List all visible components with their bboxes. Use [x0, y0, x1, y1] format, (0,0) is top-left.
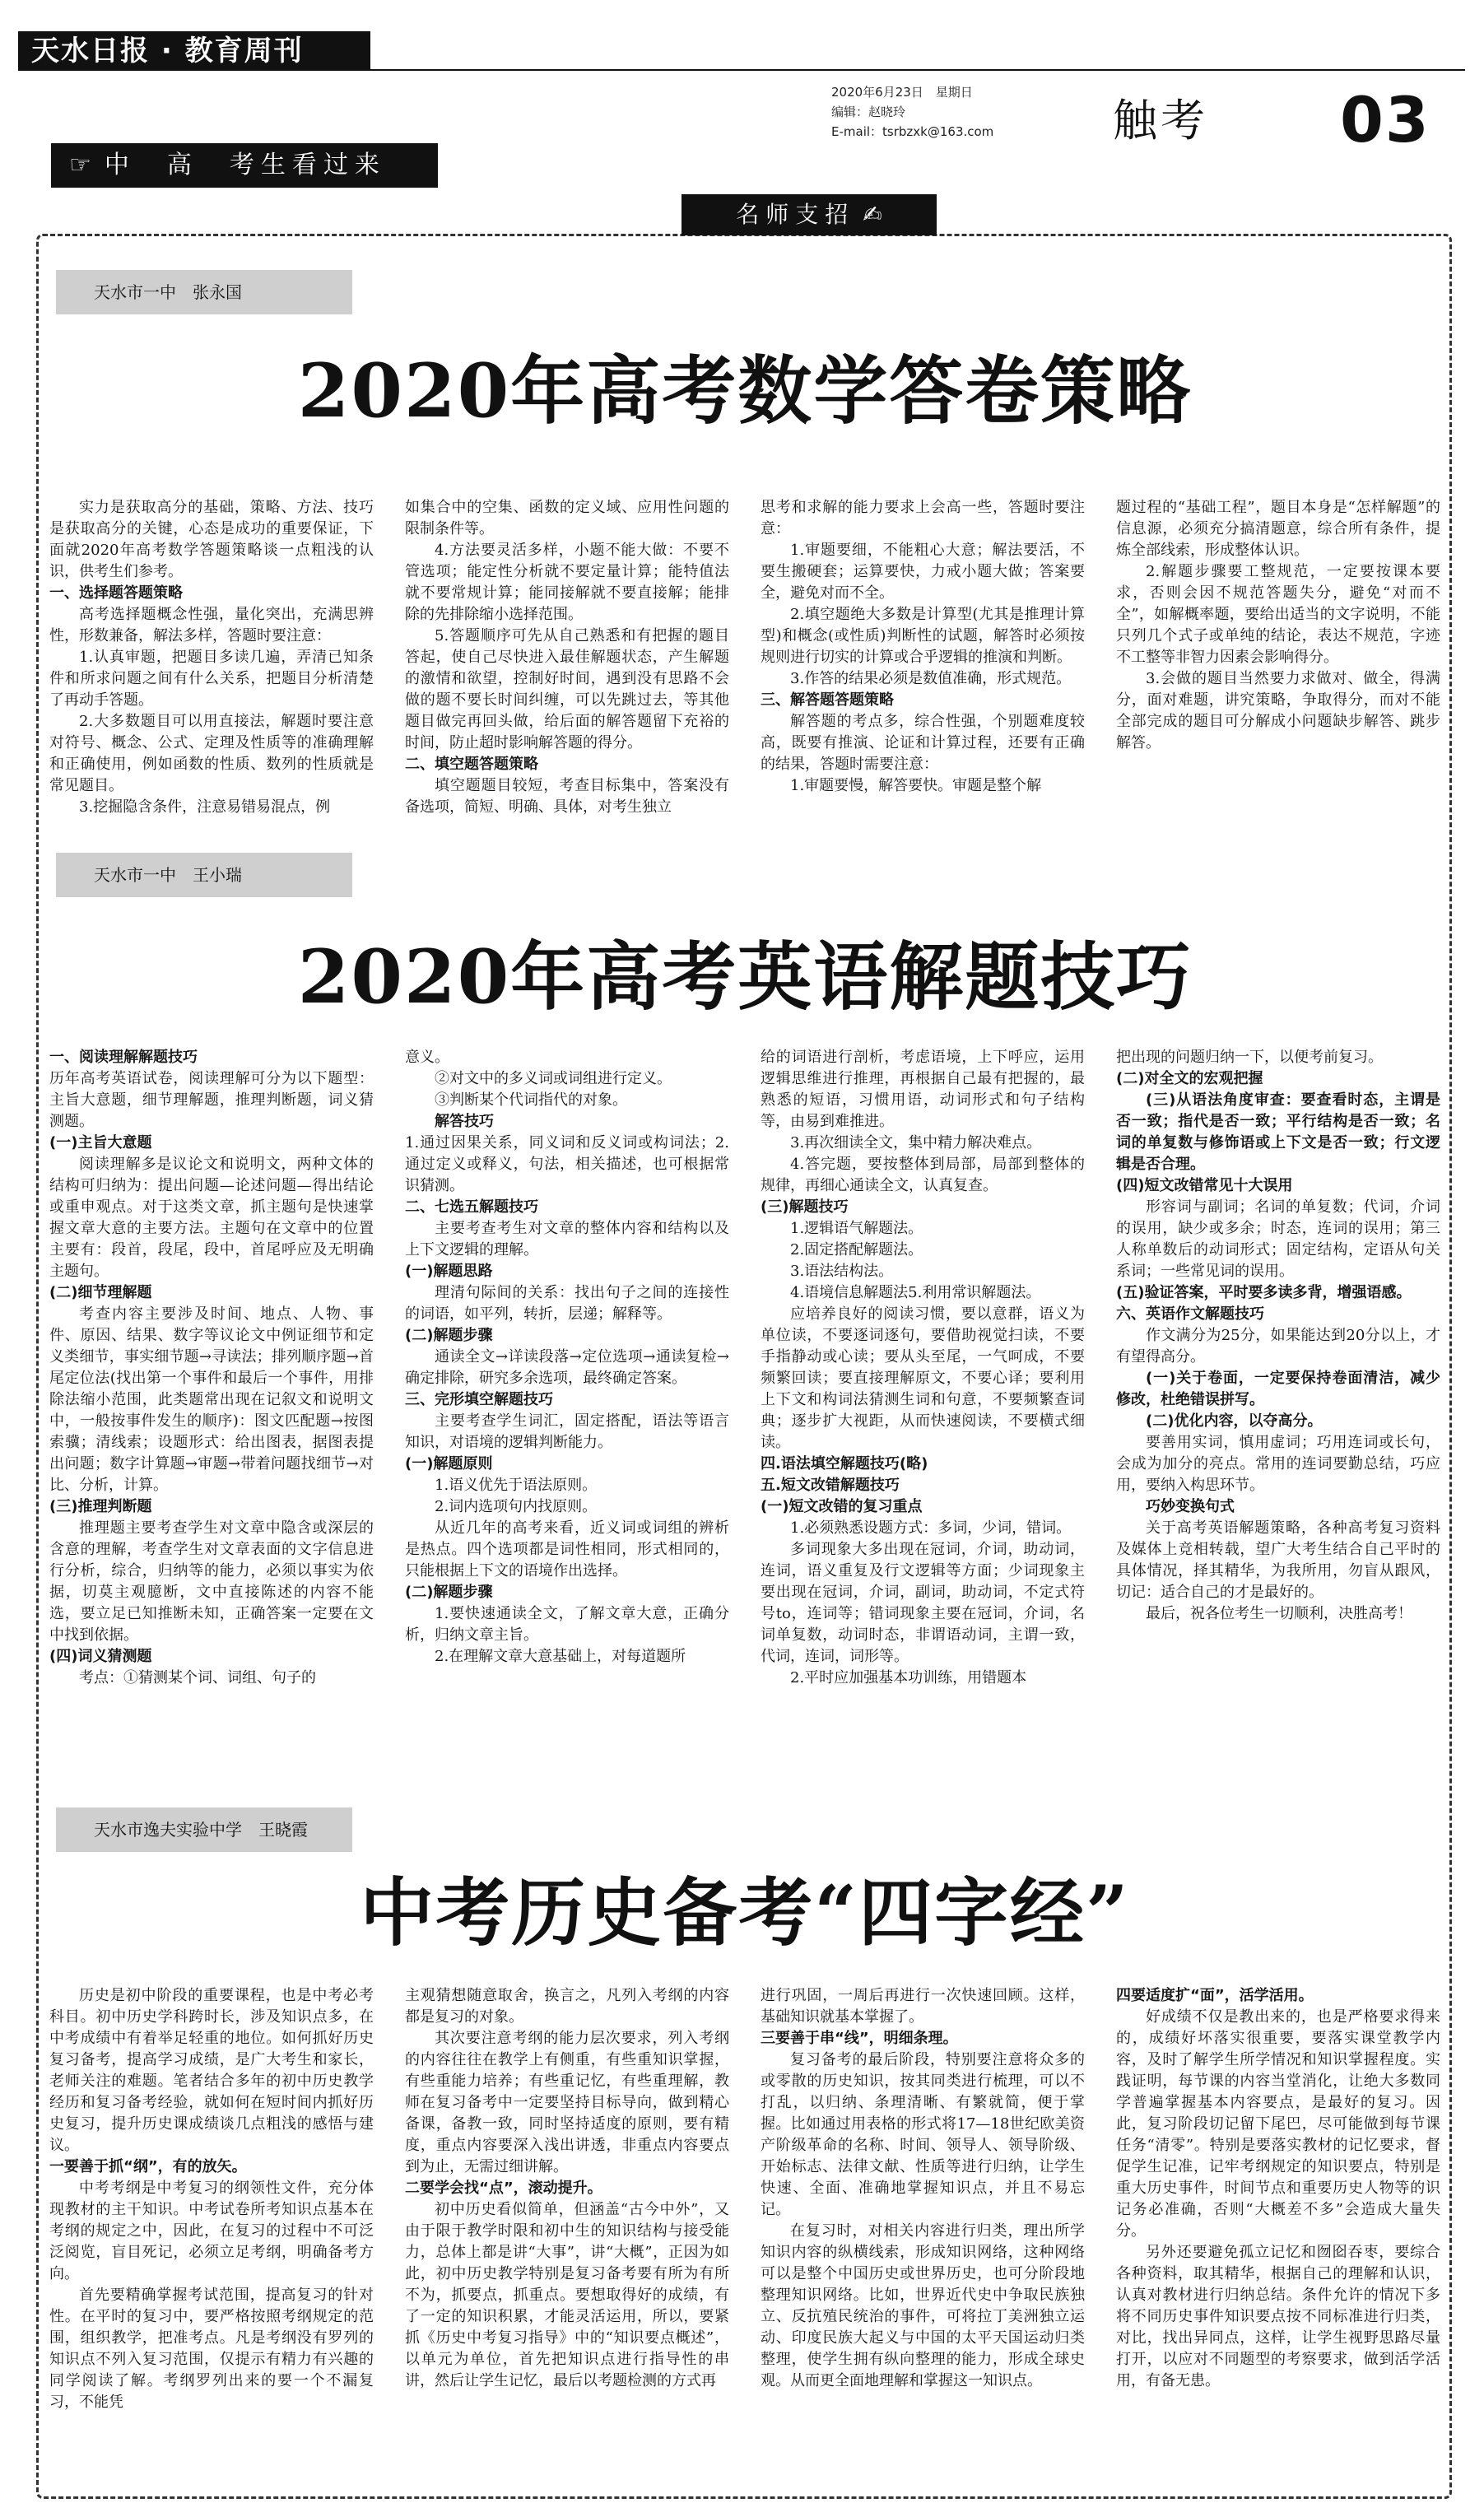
paragraph: 2.平时应加强基本功训练，用错题本 — [790, 1669, 1027, 1687]
section-heading: 一、选择题答题策略 — [49, 584, 183, 602]
section-heading: 五.短文改错解题技巧 — [761, 1477, 900, 1494]
page-number: 03 — [1340, 83, 1431, 156]
section-heading: 二、七选五解题技巧 — [405, 1198, 538, 1216]
article-column — [761, 1047, 1085, 1748]
paragraph: 把出现的问题归纳一下，以便考前复习。 — [1116, 1049, 1383, 1066]
article-column — [1116, 1985, 1440, 2479]
article-byline: 天水市逸夫实验中学 王晓霞 — [56, 1807, 352, 1852]
section-heading: (一)主旨大意题 — [49, 1134, 152, 1151]
article-column — [49, 497, 374, 868]
column-tab-label: 名师支招 — [736, 201, 855, 228]
pointing-hand-icon: ☞ — [69, 151, 91, 179]
section-heading: (二)解题步骤 — [405, 1584, 493, 1601]
article-column — [405, 1047, 729, 1748]
section-heading: (二)对全文的宏观把握 — [1116, 1070, 1263, 1087]
issue-meta — [831, 82, 1078, 142]
paragraph: 意义。 — [405, 1049, 449, 1066]
paragraph: 巧妙变换句式 — [1146, 1498, 1235, 1515]
article-byline: 天水市一中 张永国 — [56, 270, 352, 314]
paragraph: 1.审题要细，不能粗心大意；解法要活，不要生搬硬套；运算要快，力戒小题大做；答案要全，避免对而不全。 — [761, 542, 1085, 602]
paragraph: 首先要精确掌握考试范围，提高复习的针对性。在平时的复习中，要严格按照考纲规定的范围，组织教学，把准考点。凡是考纲没有罗列的知识点不列入复习范围，仅提示有精力有兴趣的同学阅读了解。考纲罗列出来的要一个不漏复习，不能凭 — [49, 2287, 374, 2411]
article-column — [1116, 497, 1440, 868]
section-heading: (三)解题技巧 — [761, 1198, 849, 1216]
paragraph: 1.通过因果关系，同义词和反义词或构词法；2.通过定义或释义，句法，相关描述，也可根据常识猜测。 — [405, 1134, 729, 1194]
paragraph: 多词现象大多出现在冠词，介词，助动词，连词，语义重复及行文逻辑等方面；少词现象主要出现在冠词，介词，副词，助动词，不定式符号to，连词等；错词现象主要在冠词，介词，名词单复数，动词时态，非谓语动词，主谓一致，代词，连词，词形等。 — [761, 1541, 1085, 1665]
paragraph: 1.要快速通读全文，了解文章大意，正确分析，归纳文章主旨。 — [405, 1605, 729, 1644]
paragraph: 最后，祝各位考生一切顺利，决胜高考！ — [1146, 1605, 1412, 1622]
paragraph: 考点：①猜测某个词、词组、句子的 — [79, 1669, 316, 1687]
section-heading: 二要学会找“点”，滚动提升。 — [405, 2180, 602, 2197]
article-byline: 天水市一中 王小瑞 — [56, 853, 352, 897]
section-heading: (一)解题原则 — [405, 1455, 493, 1473]
paragraph: 3.会做的题目当然要力求做对、做全，得满分，面对难题，讲究策略，争取得分，而对不能全部完成的题目可分解成小问题缺步解答、跳步解答。 — [1116, 670, 1440, 751]
paragraph: 解答技巧 — [435, 1113, 494, 1130]
paragraph: (三)从语法角度审查：要查看时态，主谓是否一致；指代是否一致；平行结构是否一致；名词的单复数与修饰语或上下文是否一致；行文逻辑是否合理。 — [1116, 1091, 1440, 1173]
paragraph: 形容词与副词；名词的单复数；代词，介词的误用，缺少或多余；时态，连词的误用；第三人称单数后的动词形式；固定结构，定语从句关系词；一些常见词的误用。 — [1116, 1198, 1440, 1280]
article-body — [49, 497, 1440, 868]
article-body — [49, 1985, 1440, 2479]
paragraph: 高考选择题概念性强，量化突出，充满思辨性，形数兼备，解法多样，答题时要注意： — [49, 606, 374, 644]
paragraph: 如集合中的空集、函数的定义域、应用性问题的限制条件等。 — [405, 499, 729, 537]
paragraph: 复习备考的最后阶段，特别要注意将众多的或零散的历史知识，按其同类进行梳理，可以不打乱，以归纳、条理清晰、有繁就简，便于掌握。比如通过用表格的形式将17—18世纪欧美资产阶级革命的名称、时间、领导人、领导阶级、开始标志、法律文献、性质等进行归纳，让学生快速、全面、准确地掌握知识点，并且不易忘记。 — [761, 2051, 1085, 2218]
issue-editor: 编辑：赵晓玲 — [831, 105, 906, 119]
article-column — [405, 1985, 729, 2479]
paragraph: 2.大多数题目可以用直接法，解题时要注意对符号、概念、公式、定理及性质等的准确理解和正确使用，例如函数的性质、数列的性质就是常见题目。 — [49, 713, 374, 794]
paper-name: 天水日报 · 教育周刊 — [18, 31, 370, 71]
paragraph: 1.语义优先于语法原则。 — [435, 1477, 598, 1494]
paragraph: 2.在理解文章大意基础上，对每道题所 — [435, 1648, 686, 1665]
paragraph: 实力是获取高分的基础，策略、方法、技巧是获取高分的关键，心态是成功的重要保证，下面就2020年高考数学答题策略谈一点粗浅的认识，供考生们参考。 — [49, 499, 374, 580]
paragraph: 在复习时，对相关内容进行归类，理出所学知识内容的纵横线索，形成知识网络，这种网络可以是整个中国历史或世界历史，也可分阶段地整理知识网络。比如，世界近代史中争取民族独立、反抗殖民统治的事件，可将拉丁美洲独立运动、印度民族大起义与中国的太平天国运动归类整理，使学生拥有纵向整理的能力，形成全球史观。从而更全面地理解和掌握这一知识点。 — [761, 2222, 1085, 2389]
section-heading: (三)推理判断题 — [49, 1498, 152, 1515]
paragraph: 历史是初中阶段的重要课程，也是中考必考科目。初中历史学科跨时长，涉及知识点多，在中考成绩中有着举足轻重的地位。如何抓好历史复习备考，提高学习成绩，是广大考生和家长，老师关注的难题。笔者结合多年的初中历史教学经历和复习备考经验，就如何在短时间内抓好历史复习，提升历史课成绩谈几点粗浅的感悟与建议。 — [49, 1987, 374, 2154]
masthead-rule — [370, 69, 1465, 71]
section-heading: (二)解题步骤 — [405, 1327, 493, 1344]
paragraph: 作文满分为25分，如果能达到20分以上，才有望得高分。 — [1116, 1327, 1440, 1366]
section-heading: (四)词义猜测题 — [49, 1648, 152, 1665]
paragraph: 5.答题顺序可先从自己熟悉和有把握的题目答起，使自己尽快进入最佳解题状态，产生解题的激情和欲望，控制好时间，遇到没有思路不会做的题不要长时间纠缠，可以先跳过去，等其他题目做完再回头做，给后面的解答题留下充裕的时间，防止超时影响解答题的得分。 — [405, 627, 729, 751]
paragraph: 题过程的“基础工程”，题目本身是“怎样解题”的信息源，必须充分搞清题意，综合所有条件，提炼全部线索，形成整体认识。 — [1116, 499, 1440, 559]
paragraph: 思考和求解的能力要求上会高一些，答题时要注意： — [761, 499, 1085, 537]
paragraph: 1.认真审题，把题目多读几遍，弄清已知条件和所求问题之间有什么关系，把题目分析清楚了再动手答题。 — [49, 649, 374, 709]
section-heading: (一)解题思路 — [405, 1263, 493, 1280]
section-heading: 三、解答题答题策略 — [761, 691, 894, 709]
paragraph: 1.审题要慢，解答要快。审题是整个解 — [790, 777, 1042, 794]
section-heading: 一要善于抓“纲”，有的放矢。 — [49, 2158, 247, 2175]
paragraph: 3.挖掘隐含条件，注意易错易混点，例 — [79, 798, 331, 816]
section-heading: (一)短文改错的复习重点 — [761, 1498, 923, 1515]
section-heading: 六、英语作文解题技巧 — [1116, 1305, 1264, 1323]
article-history — [49, 1807, 1440, 2491]
paragraph: 3.再次细读全文，集中精力解决难点。 — [790, 1134, 1042, 1151]
paragraph: 阅读理解多是议论文和说明文，两种文体的结构可归纳为：提出问题—论述问题—得出结论或重申观点。对于这类文章，抓主题句是快速掌握文章大意的主要方法。主题句在文章中的位置主要有：段首，段尾，段中，首尾呼应及无明确主题句。 — [49, 1156, 374, 1280]
article-column — [761, 497, 1085, 868]
article-column — [405, 497, 729, 868]
paragraph: ③判断某个代词指代的对象。 — [435, 1091, 627, 1109]
paragraph: 2.解题步骤要工整规范，一定要按课本要求，否则会因不规范答题失分，避免“对而不全”，如解概率题，要给出适当的文字说明，不能只列几个式子或单纯的结论，表达不规范，字迹不工整等非智力因素会影响得分。 — [1116, 563, 1440, 666]
section-heading: (五)验证答案，平时要多读多背，增强语感。 — [1116, 1284, 1412, 1301]
article-headline: 2020年高考英语解题技巧 — [297, 933, 1193, 1021]
article-headline: 2020年高考数学答卷策略 — [297, 347, 1193, 435]
article-math — [49, 270, 1440, 871]
paragraph: 理清句际间的关系：找出句子之间的连接性的词语，如平列，转折，层递；解释等。 — [405, 1284, 729, 1323]
hand-icon: ✍ — [863, 201, 882, 228]
paragraph: 从近几年的高考来看，近义词或词组的辨析是热点。四个选项都是词性相同，形式相同的，只能根据上下文的语境作出选择。 — [405, 1519, 729, 1580]
paragraph: 通读全文→详读段落→定位选项→通读复检→确定排除，研究多余选项，最终确定答案。 — [405, 1348, 729, 1387]
issue-date: 2020年6月23日 星期日 — [831, 85, 973, 100]
paragraph: 2.填空题绝大多数是计算型(尤其是推理计算型)和概念(或性质)判断性的试题，解答时必须按规则进行切实的计算或合乎逻辑的推演和判断。 — [761, 606, 1085, 666]
paragraph: 进行巩固，一周后再进行一次快速回顾。这样，基础知识就基本掌握了。 — [761, 1987, 1085, 2026]
paragraph: (一)关于卷面，一定要保持卷面清洁，减少修改，杜绝错误拼写。 — [1116, 1370, 1440, 1408]
paragraph: 中考考纲是中考复习的纲领性文件，充分体现教材的主干知识。中考试卷所考知识点基本在考纲的规定之中，因此，在复习的过程中不可泛泛阅览，盲目死记，必须立足考纲，明确备考方向。 — [49, 2180, 374, 2282]
paragraph: 好成绩不仅是教出来的，也是严格要求得来的，成绩好坏落实很重要，要落实课堂教学内容，及时了解学生所学情况和知识掌握程度。实践证明，每节课的内容当堂消化，让绝大多数同学普遍掌握基本内容要点，是最好的复习。因此，复习阶段切记留下尾巴，尽可能做到每节课任务“清零”。特别是要落实教材的记忆要求，督促学生记准，记牢考纲规定的知识要点，特别是重大历史事件，时间节点和重要历史人物等的识记务必准确，否则“大概差不多”会造成大量失分。 — [1116, 2008, 1440, 2240]
paragraph: 3.作答的结果必须是数值准确，形式规范。 — [790, 670, 1072, 687]
article-body — [49, 1047, 1440, 1748]
paragraph: 历年高考英语试卷，阅读理解可分为以下题型：主旨大意题，细节理解题，推理判断题，词义猜测题。 — [49, 1070, 374, 1130]
paragraph: 其次要注意考纲的能力层次要求，列入考纲的内容往往在教学上有侧重，有些重知识掌握，有些重能力培养；有些重记忆，有些重理解，教师在复习备考中一定要坚持目标导向，做到精心备课，备教一致，同时坚持适度的原则，要有精度，重点内容要深入浅出讲透，非重点内容要点到为止，无需过细讲解。 — [405, 2030, 729, 2175]
section-heading: 一、阅读理解解题技巧 — [49, 1049, 198, 1066]
issue-email: E-mail：tsrbzxk@163.com — [831, 124, 994, 139]
paragraph: 填空题题目较短，考查目标集中，答案没有备选项，简短、明确、具体，对考生独立 — [405, 777, 729, 816]
article-column — [49, 1985, 374, 2479]
paragraph: 主要考查考生对文章的整体内容和结构以及上下文逻辑的理解。 — [405, 1220, 729, 1258]
paragraph: ②对文中的多义词或词组进行定义。 — [435, 1070, 672, 1087]
article-english — [49, 853, 1440, 1758]
paragraph: 1.必须熟悉设题方式：多词，少词，错词。 — [790, 1519, 1072, 1537]
paragraph: 考查内容主要涉及时间、地点、人物、事件、原因、结果、数字等议论文中例证细节和定义类细节，事实细节题→寻读法；排列顺序题→首尾定位法(找出第一个事件和最后一个事件，用排除法缩小范围，此类题常出现在记叙文和说明文中，一般按事件发生的顺序)：图文匹配题→按图索骥；清线索；设题形式：给出图表，据图表提出问题；数字计算题→审题→带着问题找细节→对比、分析，计算。 — [49, 1305, 374, 1494]
section-heading: 三要善于串“线”，明细条理。 — [761, 2030, 958, 2047]
paragraph: 解答题的考点多，综合性强，个别题难度较高，既要有推演、论证和计算过程，还要有正确的结果，答题时需要注意： — [761, 713, 1085, 773]
slogan-banner — [51, 143, 438, 188]
paragraph: 1.逻辑语气解题法。 — [790, 1220, 923, 1237]
section-heading: 四.语法填空解题技巧(略) — [761, 1455, 928, 1473]
paragraph: 2.词内选项句内找原则。 — [435, 1498, 598, 1515]
paragraph: 主观猜想随意取舍，换言之，凡列入考纲的内容都是复习的对象。 — [405, 1987, 729, 2026]
paragraph: (二)优化内容，以夺高分。 — [1146, 1412, 1323, 1430]
paragraph: 主要考查学生词汇，固定搭配，语法等语言知识，对语境的逻辑判断能力。 — [405, 1412, 729, 1451]
paragraph: 4.语境信息解题法5.利用常识解题法。 — [790, 1284, 1041, 1301]
paragraph: 推理题主要考查学生对文章中隐含或深层的含意的理解，考查学生对文章表面的文字信息进行分析，综合，归纳等的能力，必须以事实为依据，切莫主观臆断，文中直接陈述的内容不能选，要立足已知推断未知，正确答案一定要在文中找到依据。 — [49, 1519, 374, 1644]
masthead — [0, 0, 1484, 165]
paragraph: 4.答完题，要按整体到局部，局部到整体的规律，再细心通读全文，认真复查。 — [761, 1156, 1085, 1194]
section-name: 触考 — [1113, 95, 1208, 147]
section-heading: (四)短文改错常见十大误用 — [1116, 1177, 1293, 1194]
section-heading: 四要适度扩“面”，活学活用。 — [1116, 1987, 1314, 2004]
paragraph: 关于高考英语解题策略，各种高考复习资料及媒体上竞相转载，望广大考生结合自己平时的具体情况，择其精华，为我所用，勿盲从跟风，切记：适合自己的才是最好的。 — [1116, 1519, 1440, 1601]
paragraph: 3.语法结构法。 — [790, 1263, 894, 1280]
paragraph: 另外还要避免孤立记忆和囫囵吞枣，要综合各种资料，取其精华，根据自己的理解和认识，认真对教材进行归纳总结。条件允许的情况下多将不同历史事件知识要点按不同标准进行归类，对比，找出异同点，这样，让学生视野思路尽量打开，以应对不同题型的考察要求，做到活学活用，有备无患。 — [1116, 2244, 1440, 2389]
paragraph: 要善用实词，慎用虚词；巧用连词或长句，会成为加分的亮点。常用的连词要勤总结，巧应用，要纳入构思环节。 — [1116, 1434, 1440, 1494]
paragraph: 给的词语进行剖析，考虑语境，上下呼应，运用逻辑思维进行推理，再根据自己最有把握的，最熟悉的短语，习惯用语，动词形式和句子结构等，由易到难推进。 — [761, 1049, 1085, 1130]
article-column — [1116, 1047, 1440, 1748]
paragraph: 4.方法要灵活多样，小题不能大做：不要不管选项；能定性分析就不要定量计算；能特值法就不要常规计算；能同接解就不要直接解；能排除的先排除缩小选择范围。 — [405, 542, 729, 623]
article-column — [761, 1985, 1085, 2479]
section-heading: (二)细节理解题 — [49, 1284, 152, 1301]
paragraph: 应培养良好的阅读习惯，要以意群，语义为单位读，不要逐词逐句，要借助视觉扫读，不要手指静动或心读；要从头至尾，一气呵成，不要频繁回读；要直接理解原文，不要心译；要利用上下文和构词法猜测生词和句意，不要频繁查词典；逐步扩大视距，从而快速阅读，不要横式细读。 — [761, 1305, 1085, 1451]
slogan-text: 中 高 考生看过来 — [104, 151, 386, 179]
article-column — [49, 1047, 374, 1748]
article-headline: 中考历史备考“四字经” — [360, 1869, 1130, 1956]
paragraph: 2.固定搭配解题法。 — [790, 1241, 923, 1258]
section-heading: 三、完形填空解题技巧 — [405, 1391, 553, 1408]
section-heading: 二、填空题答题策略 — [405, 756, 538, 773]
column-tab — [682, 194, 937, 235]
paragraph: 初中历史看似简单，但涵盖“古今中外”，又由于限于教学时限和初中生的知识结构与接受能力，总体上都是讲“大事”，讲“大概”，正因为如此，初中历史教学特别是复习备考要有所为有所不为，抓要点，抓重点。要想取得好的成绩，有了一定的知识积累，才能灵活运用，所以，要紧抓《历史中考复习指导》中的“知识要点概述”，以单元为单位，首先把知识点进行指导性的串讲，然后让学生记忆，最后以考题检测的方式再 — [405, 2201, 729, 2389]
